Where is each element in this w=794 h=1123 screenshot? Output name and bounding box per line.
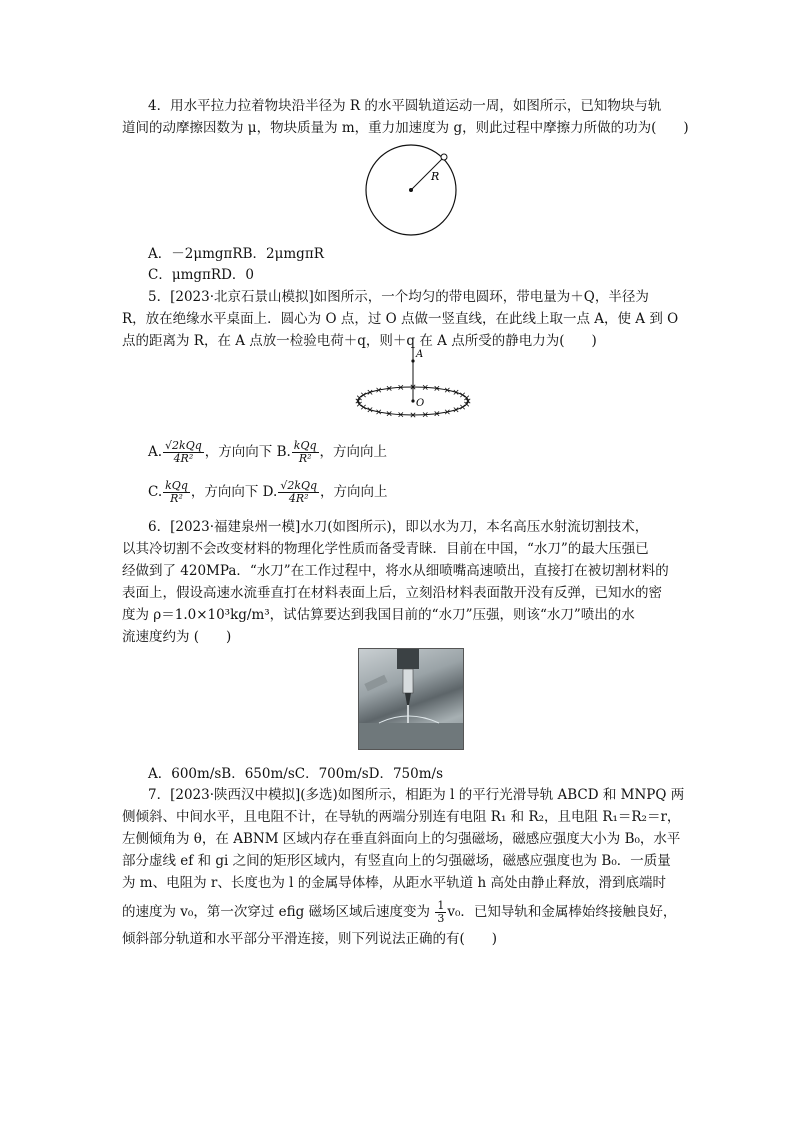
q5-options-cd bbox=[148, 480, 388, 505]
q6-line-6: 流速度约为 ( ) bbox=[122, 629, 232, 645]
option-a-label: A. bbox=[148, 444, 163, 460]
option-b-label: B. bbox=[276, 444, 291, 460]
option-b-direction: ，方向向上 bbox=[319, 444, 388, 460]
option-a-denominator: 4R² bbox=[173, 452, 194, 465]
nozzle-tip bbox=[405, 693, 411, 705]
option-d-denominator: 4R² bbox=[288, 492, 309, 505]
q4-line-1: 4．用水平拉力拉着物块沿半径为 R 的水平圆轨道运动一周，如图所示，已知物块与轨 bbox=[148, 98, 662, 114]
radius-label: R bbox=[431, 170, 440, 183]
q4-circle-figure bbox=[360, 142, 464, 242]
q4-options-ab: A．－2μmgπRB．2μmgπR bbox=[148, 246, 324, 262]
q7-line-4: 部分虚线 ef 和 gi 之间的矩形区域内，有竖直向上的匀强磁场，磁感应强度也为 B₀．一质量 bbox=[122, 853, 671, 869]
spray-arc bbox=[379, 716, 439, 723]
option-d-label: D. bbox=[262, 484, 278, 500]
fraction-denominator: 3 bbox=[437, 912, 445, 925]
q6-options: A．600m/sB．650m/sC．700m/sD．750m/s bbox=[148, 766, 444, 782]
side-arm bbox=[364, 675, 387, 692]
option-a-numerator: √2kQq bbox=[165, 439, 202, 452]
center-dot bbox=[409, 188, 413, 192]
q7-line-2: 侧倾斜、中间水平，且电阻不计，在导轨的两端分别连有电阻 R₁ 和 R₂，且电阻 R₁＝R₂＝r， bbox=[122, 809, 681, 825]
option-d-fraction bbox=[278, 480, 319, 505]
q6-line-1: 6．[2023·福建泉州一模]水刀(如图所示)，即以水为刀，本名高压水射流切割技术， bbox=[148, 519, 649, 535]
point-o bbox=[411, 399, 414, 402]
q7-line-6-end: v₀．已知导轨和金属棒始终接触良好， bbox=[447, 904, 677, 920]
q7-line-6 bbox=[122, 900, 676, 925]
q5-line-2: R，放在绝缘水平桌面上．圆心为 O 点，过 O 点做一竖直线，在此线上取一点 A，使 A 到 O bbox=[122, 311, 679, 327]
q5-line-3: 点的距离为 R，在 A 点放一检验电荷＋q，则＋q 在 A 点所受的静电力为( ) bbox=[122, 333, 597, 349]
option-b-denominator: R² bbox=[298, 452, 312, 465]
machine-head bbox=[397, 649, 419, 669]
option-a-direction: ，方向向下 bbox=[204, 444, 273, 460]
q4-line-2: 道间的动摩擦因数为 μ，物块质量为 m，重力加速度为 g，则此过程中摩擦力所做的功为( ) bbox=[122, 120, 689, 136]
q6-line-5: 度为 ρ＝1.0×10³kg/m³，试估算要达到我国目前的“水刀”压强，则该“水刀”喷出的水 bbox=[122, 607, 635, 623]
waterjet-photo bbox=[358, 648, 464, 750]
nozzle-body bbox=[403, 669, 413, 693]
option-c-direction: ，方向向下 bbox=[190, 484, 259, 500]
option-d-direction: ，方向向上 bbox=[320, 484, 388, 500]
option-b-numerator: kQq bbox=[293, 439, 317, 452]
option-c-label: C. bbox=[148, 484, 163, 500]
q6-line-3: 经做到了 420MPa．“水刀”在工作过程中，将水从细喷嘴高速喷出，直接打在被切割材料的 bbox=[122, 563, 669, 579]
option-c-numerator: kQq bbox=[165, 479, 188, 492]
q5-ring-figure bbox=[352, 345, 476, 419]
q7-line-1: 7．[2023·陕西汉中模拟](多选)如图所示，相距为 l 的平行光滑导轨 ABCD 和 MNPQ 两 bbox=[148, 787, 685, 803]
q4-options-cd: C．μmgπRD．0 bbox=[148, 267, 254, 283]
q6-line-2: 以其冷切割不会改变材料的物理化学性质而备受青睐．目前在中国，“水刀”的最大压强已 bbox=[122, 541, 649, 557]
waterjet-illustration bbox=[359, 649, 463, 749]
q6-line-4: 表面上，假设高速水流垂直打在材料表面上后，立刻沿材料表面散开没有反弹，已知水的密 bbox=[122, 585, 662, 601]
label-o: O bbox=[416, 398, 425, 409]
option-b-fraction bbox=[292, 440, 319, 465]
option-c-denominator: R² bbox=[170, 492, 183, 505]
q7-line-5: 为 m、电阻为 r、长度也为 l 的金属导体棒，从距水平轨道 h 高处由静止释放，滑到底端时 bbox=[122, 875, 667, 891]
q5-options-ab bbox=[148, 440, 387, 465]
q7-line-6-start: 的速度为 v₀，第一次穿过 efig 磁场区域后速度变为 bbox=[122, 904, 435, 920]
work-material bbox=[359, 723, 463, 749]
option-a-fraction bbox=[163, 440, 204, 465]
fraction-numerator: 1 bbox=[437, 899, 445, 912]
q5-line-1: 5．[2023·北京石景山模拟]如图所示，一个均匀的带电圆环，带电量为＋Q，半径为 bbox=[148, 289, 649, 305]
q7-line-3: 左侧倾角为 θ，在 ABNM 区域内存在垂直斜面向上的匀强磁场，磁感应强度大小为 B₀，水平 bbox=[122, 831, 681, 847]
q7-line-7: 倾斜部分轨道和水平部分平滑连接，则下列说法正确的有( ) bbox=[122, 931, 498, 947]
point-a bbox=[411, 359, 414, 362]
option-d-numerator: √2kQq bbox=[280, 479, 318, 492]
option-c-fraction bbox=[163, 480, 190, 505]
one-third-fraction bbox=[435, 900, 446, 925]
block-marker bbox=[441, 154, 447, 160]
label-a: A bbox=[416, 349, 424, 360]
